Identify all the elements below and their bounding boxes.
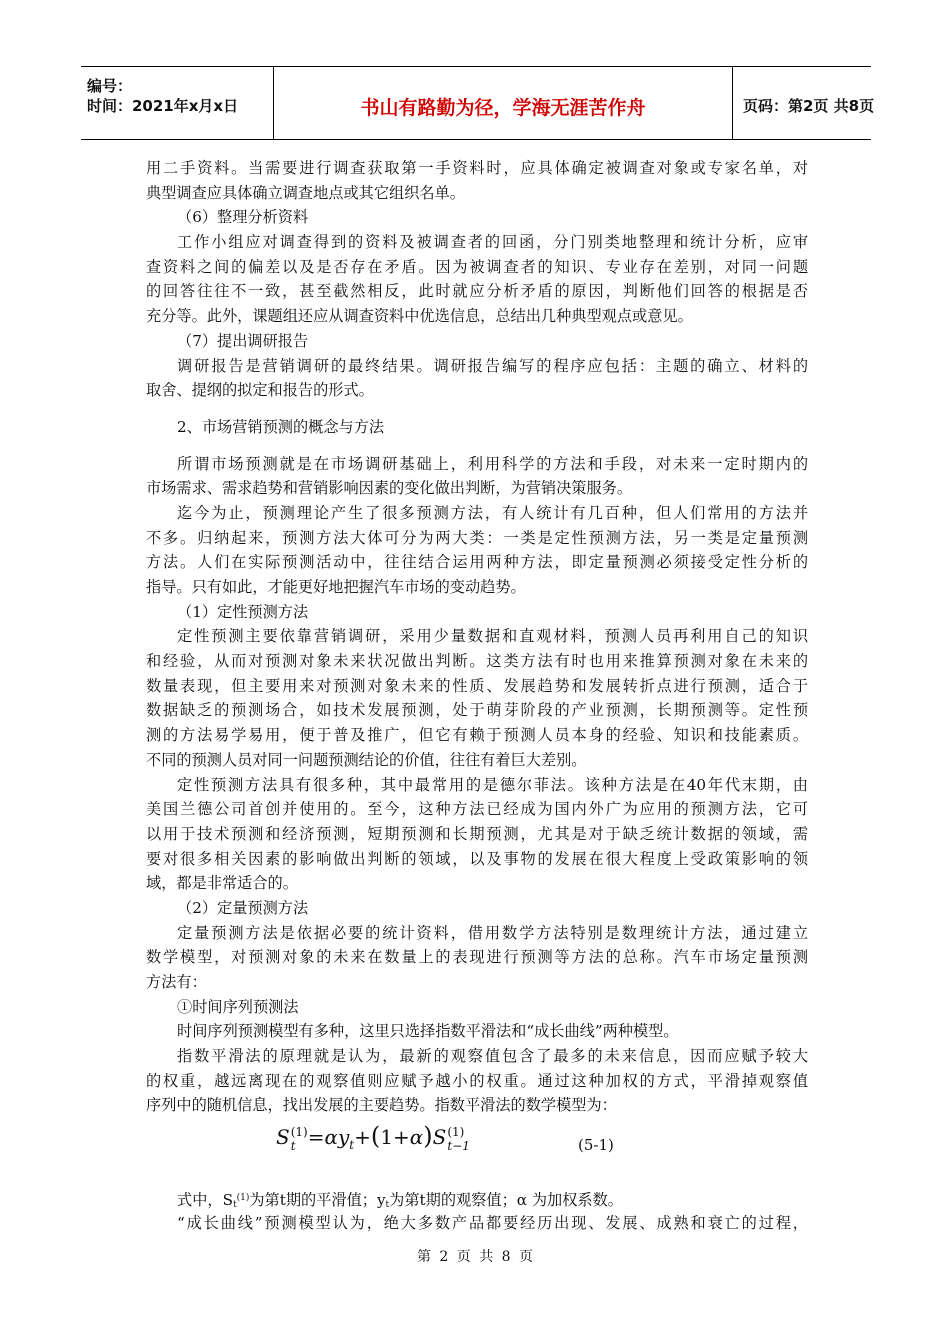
- equation-number: (5-1): [578, 1136, 614, 1155]
- paragraph-line: 典型调查应具体确立调查地点或其它组织名单。: [146, 183, 465, 202]
- paragraph-line: 数量表现，但主要用来对预测对象未来的性质、发展趋势和发展转折点进行预测，适合于: [146, 676, 808, 695]
- document-body: [146, 156, 808, 1236]
- paragraph-line: 的权重，越远离现在的观察值则应赋予越小的权重。通过这种加权的方式，平滑掉观察值: [146, 1071, 808, 1090]
- paragraph-line: 和经验，从而对预测对象未来状况做出判断。这类方法有时也用来推算预测对象在未来的: [146, 652, 808, 671]
- page-header: [81, 66, 875, 140]
- paragraph-line: 查资料之间的偏差以及是否存在矛盾。因为被调查者的知识、专业存在差别，对同一问题: [146, 257, 808, 276]
- document-number-label: 编号：: [87, 77, 133, 95]
- subscript: t: [232, 1200, 237, 1211]
- document-date-label: 时间：2021年x月x日: [87, 97, 239, 115]
- paragraph-line: 方法。人们在实际预测活动中，往往结合运用两种方法，即定量预测必须接受定性分析的: [146, 553, 808, 572]
- paragraph-line: 不同的预测人员对同一问题预测结论的价值，往往有着巨大差别。: [146, 750, 587, 769]
- formula-row: [146, 1118, 808, 1176]
- paragraph-line: 调研报告是营销调研的最终结果。调研报告编写的程序应包括：主题的确立、材料的: [177, 356, 808, 375]
- paragraph-line: 指导。只有如此，才能更好地把握汽车市场的变动趋势。: [146, 578, 526, 596]
- paragraph-line: 充分等。此外，课题组还应从调查资料中优选信息，总结出几种典型观点或意见。: [146, 307, 693, 326]
- paragraph-line: 市场需求、需求趋势和营销影响因素的变化做出判断，为营销决策服务。: [146, 479, 632, 498]
- formula-rhs-symbol: S: [432, 1125, 447, 1150]
- formula-lhs-sup: (1): [290, 1124, 308, 1139]
- paragraph-line: 的回答往往不一致，甚至截然相反，此时就应分析矛盾的原因，判断他们回答的根据是否: [146, 282, 808, 301]
- spacer: [146, 440, 808, 452]
- exponential-smoothing-formula: [276, 1122, 470, 1152]
- formula-alpha: α: [324, 1125, 338, 1150]
- header-page-cell: [733, 67, 875, 139]
- section-heading: （6）整理分析资料: [177, 208, 309, 227]
- spacer: [146, 1176, 808, 1186]
- header-page-info: 页码：第2页 共8页: [743, 97, 875, 115]
- formula-lhs-scripts: [291, 1126, 308, 1152]
- paragraph-line: 测的方法易学易用，便于普及推广，但它有赖于预测人员本身的经验、知识和技能素质。: [146, 726, 808, 745]
- formula-alpha-2: α: [409, 1125, 424, 1150]
- section-heading: 2、市场营销预测的概念与方法: [177, 417, 385, 436]
- formula-y: y: [337, 1125, 350, 1150]
- paragraph-line: 方法有：: [146, 973, 207, 991]
- paragraph-line: [146, 1186, 808, 1211]
- paragraph-line: 数据缺乏的预测场合，如技术发展预测，处于萌芽阶段的产业预测，长期预测等。定性预: [146, 701, 808, 720]
- paragraph-line: 要对很多相关因素的影响做出判断的领域，以及事物的发展在很大程度上受政策影响的领: [146, 849, 808, 868]
- text-run: 式中，S: [177, 1191, 233, 1210]
- paragraph-line: 指数平滑法的原理就是认为，最新的观察值包含了最多的未来信息，因而应赋予较大: [177, 1047, 808, 1066]
- formula-y-sub: t: [349, 1138, 355, 1153]
- paragraph-line: 定性预测方法具有很多种，其中最常用的是德尔菲法。该种方法是在40年代末期，由: [177, 775, 808, 794]
- formula-rhs-scripts: [447, 1126, 470, 1152]
- paragraph-line: 以用于技术预测和经济预测，短期预测和长期预测，尤其是对于缺乏统计数据的领域，需: [146, 824, 808, 843]
- formula-rhs-sup: (1): [447, 1124, 465, 1139]
- paragraph-line: 序列中的随机信息，找出发展的主要趋势。指数平滑法的数学模型为：: [146, 1096, 617, 1115]
- formula-open-paren: (: [370, 1122, 381, 1151]
- paragraph-line: “成长曲线”预测模型认为，绝大多数产品都要经历出现、发展、成熟和衰亡的过程，: [177, 1213, 808, 1232]
- formula-lhs-sub: t: [290, 1138, 296, 1153]
- section-heading: （7）提出调研报告: [177, 331, 309, 350]
- spacer: [146, 403, 808, 415]
- paragraph-line: 所谓市场预测就是在市场调研基础上，利用科学的方法和手段，对未来一定时期内的: [177, 454, 808, 473]
- formula-lhs-symbol: S: [276, 1125, 290, 1150]
- text-run: 为第t期的平滑值；y: [249, 1191, 386, 1210]
- paragraph-line: 美国兰德公司首创并使用的。至今，这种方法已经成为国内外广为应用的预测方法，它可: [146, 800, 808, 819]
- header-meta-cell: [81, 67, 274, 139]
- paragraph-line: 不多。归纳起来，预测方法大体可分为两大类：一类是定性预测方法，另一类是定量预测: [146, 528, 808, 547]
- paragraph-line: 定量预测方法是依据必要的统计资料，借用数学方法特别是数理统计方法，通过建立: [177, 923, 808, 942]
- formula-plus-2: +: [393, 1125, 410, 1150]
- formula-rhs-sub: t−1: [447, 1138, 470, 1153]
- header-motto: 书山有路勤为径，学海无涯苦作舟: [360, 97, 646, 119]
- page-footer: 第 2 页 共 8 页: [416, 1249, 534, 1265]
- paragraph-line: 用二手资料。当需要进行调查获取第一手资料时，应具体确定被调查对象或专家名单，对: [146, 159, 808, 177]
- paragraph-line: 时间序列预测模型有多种，这里只选择指数平滑法和“成长曲线”两种模型。: [177, 1022, 679, 1041]
- text-run: 为第t期的观察值；α 为加权系数。: [389, 1191, 623, 1210]
- paragraph-line: 域，都是非常适合的。: [146, 874, 298, 893]
- superscript: (1): [236, 1193, 250, 1204]
- formula-close-paren: ): [423, 1122, 433, 1151]
- section-heading: （2）定量预测方法: [177, 898, 309, 917]
- section-heading: ①时间序列预测法: [177, 997, 299, 1016]
- subscript: t: [385, 1200, 390, 1211]
- paragraph-line: 数学模型，对预测对象的未来在数量上的表现进行预测等方法的总称。汽车市场定量预测: [146, 948, 808, 967]
- formula-plus: +: [354, 1125, 371, 1150]
- formula-equals: =: [307, 1125, 325, 1150]
- paragraph-line: 迄今为止，预测理论产生了很多预测方法，有人统计有几百种，但人们常用的方法并: [177, 503, 808, 522]
- paragraph-line: 定性预测主要依靠营销调研，采用少量数据和直观材料，预测人员再利用自己的知识: [177, 627, 808, 646]
- section-heading: （1）定性预测方法: [177, 602, 309, 621]
- formula-one: 1: [380, 1125, 393, 1150]
- paragraph-line: 取舍、提纲的拟定和报告的形式。: [146, 381, 374, 400]
- paragraph-line: 工作小组应对调查得到的资料及被调查者的回函，分门别类地整理和统计分析，应审: [177, 233, 808, 252]
- header-motto-cell: [274, 67, 733, 139]
